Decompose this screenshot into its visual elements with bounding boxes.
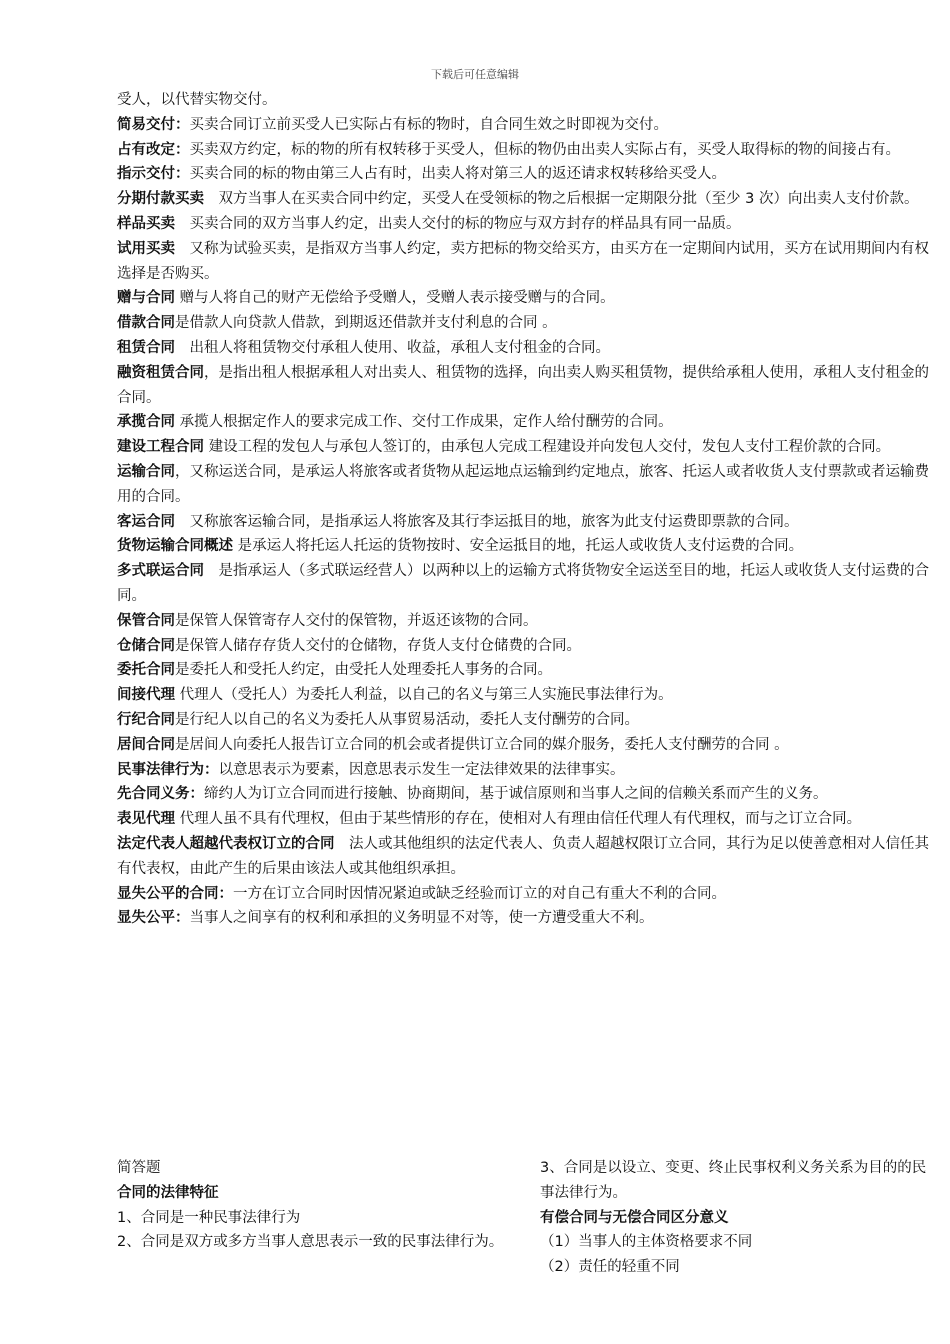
- definition-text: 以意思表示为要素，因意思表示发生一定法律效果的法律事实。: [218, 761, 625, 778]
- definition-entry: [117, 187, 932, 212]
- definition-term: 表见代理: [117, 811, 175, 828]
- definition-term: 借款合同: [117, 315, 175, 332]
- definition-entry: [117, 88, 932, 113]
- section-title: 简答题: [117, 1160, 161, 1176]
- definition-term: 简易交付：: [117, 116, 190, 133]
- definition-text: 双方当事人在买卖合同中约定，买受人在受领标的物之后根据一定期限分批（至少 3 次）向出卖人支付价款。: [204, 191, 919, 208]
- definition-text: 当事人之间享有的权利和承担的义务明显不对等，使一方遭受重大不利。: [189, 910, 654, 927]
- page-header: 下载后可任意编辑: [431, 68, 519, 81]
- definition-term: 试用买卖: [117, 240, 175, 257]
- definition-term: 先合同义务：: [117, 786, 204, 803]
- definition-term: 承揽合同: [117, 414, 175, 431]
- definition-term: 占有改定：: [117, 141, 190, 158]
- definition-entry: [117, 733, 932, 758]
- definition-term: 显失公平的合同：: [117, 885, 233, 902]
- definition-entry: [117, 658, 932, 683]
- question-heading: 有偿合同与无偿合同区分意义: [540, 1209, 729, 1226]
- definition-entry: [117, 758, 932, 783]
- definition-term: 运输合同: [117, 463, 175, 480]
- definition-term: 赠与合同: [117, 290, 175, 307]
- definition-entry: [117, 361, 932, 411]
- definition-entry: [117, 410, 932, 435]
- definition-text: 缔约人为订立合同而进行接触、协商期间，基于诚信原则和当事人之间的信赖关系而产生的义务。: [204, 786, 828, 803]
- definition-term: 保管合同: [117, 612, 175, 629]
- definition-term: 法定代表人超越代表权订立的合同: [117, 835, 335, 852]
- definition-term: 显失公平：: [117, 910, 190, 927]
- definition-entry: [117, 311, 932, 336]
- definition-text: 又称为试验买卖，是指双方当事人约定，卖方把标的物交给买方，由买方在一定期间内试用，买方在试用期间内有权选择是否购买。: [117, 240, 929, 282]
- definition-text: 代理人（受托人）为委托人利益，以自己的名义与第三人实施民事法律行为。: [175, 687, 673, 704]
- definition-entry: [117, 286, 932, 311]
- short-answer-right-column: [540, 1156, 932, 1280]
- question-heading: 合同的法律特征: [117, 1184, 219, 1201]
- definition-text: 买卖合同的双方当事人约定，出卖人交付的标的物应与双方封存的样品具有同一品质。: [175, 215, 741, 232]
- answer-item: 2、合同是双方或多方当事人意思表示一致的民事法律行为。: [117, 1234, 504, 1251]
- definition-text: ，又称运送合同，是承运人将旅客或者货物从起运地点运输到约定地点，旅客、托运人或者收货人支付票款或者运输费用的合同。: [117, 463, 929, 505]
- definition-entry: [117, 113, 932, 138]
- definition-entry: [117, 782, 932, 807]
- definition-term: 货物运输合同概述: [117, 538, 233, 555]
- definition-text: 法人或其他组织的法定代表人、负责人超越权限订立合同，其行为足以使善意相对人信任其有代表权，由此产生的后果由该法人或其他组织承担。: [117, 835, 929, 877]
- definition-term: 委托合同: [117, 662, 175, 679]
- definition-text: 买卖合同订立前买受人已实际占有标的物时，自合同生效之时即视为交付。: [189, 116, 668, 133]
- definition-entry: [117, 708, 932, 733]
- definition-entry: [117, 559, 932, 609]
- definition-text: 建设工程的发包人与承包人签订的，由承包人完成工程建设并向发包人交付，发包人支付工程价款的合同。: [204, 439, 891, 456]
- definition-text: 买卖合同的标的物由第三人占有时，出卖人将对第三人的返还请求权转移给买受人。: [189, 166, 726, 183]
- definition-text: 承揽人根据定作人的要求完成工作、交付工作成果，定作人给付酬劳的合同。: [175, 414, 673, 431]
- definition-entry: [117, 807, 932, 832]
- definition-term: 建设工程合同: [117, 439, 204, 456]
- definition-text: 受人，以代替实物交付。: [117, 92, 277, 108]
- definition-entry: [117, 534, 932, 559]
- definition-text: 是借款人向贷款人借款，到期返还借款并支付利息的合同 。: [175, 315, 557, 332]
- definition-entry: [117, 609, 932, 634]
- definitions-list: [117, 88, 932, 931]
- definition-term: 居间合同: [117, 736, 175, 753]
- definition-text: 一方在订立合同时因情况紧迫或缺乏经验而订立的对自己有重大不利的合同。: [233, 885, 726, 902]
- definition-term: 多式联运合同: [117, 563, 204, 580]
- definition-text: 又称旅客运输合同，是指承运人将旅客及其行李运抵目的地，旅客为此支付运费即票款的合同。: [175, 513, 799, 530]
- definition-entry: [117, 336, 932, 361]
- definition-term: 样品买卖: [117, 215, 175, 232]
- definition-term: 融资租赁合同: [117, 364, 204, 381]
- answer-item: （1）当事人的主体资格要求不同: [540, 1234, 753, 1251]
- definition-term: 租赁合同: [117, 339, 175, 356]
- definition-text: 代理人虽不具有代理权，但由于某些情形的存在，使相对人有理由信任代理人有代理权，而与之订立合同。: [175, 811, 862, 828]
- definition-term: 分期付款买卖: [117, 191, 204, 208]
- definition-entry: [117, 832, 932, 882]
- definition-entry: [117, 906, 932, 931]
- definition-term: 民事法律行为：: [117, 761, 219, 778]
- definition-term: 客运合同: [117, 513, 175, 530]
- definition-term: 行纪合同: [117, 711, 175, 728]
- definition-entry: [117, 510, 932, 535]
- answer-item: （2）责任的轻重不同: [540, 1259, 680, 1276]
- definition-text: 出租人将租赁物交付承租人使用、收益，承租人支付租金的合同。: [175, 339, 610, 356]
- definition-entry: [117, 435, 932, 460]
- definition-text: ，是指出租人根据承租人对出卖人、租赁物的选择，向出卖人购买租赁物，提供给承租人使用，承租人支付租金的合同。: [117, 364, 929, 406]
- definition-entry: [117, 237, 932, 287]
- answer-item: 1、合同是一种民事法律行为: [117, 1209, 301, 1226]
- definition-entry: [117, 162, 932, 187]
- definition-entry: [117, 138, 932, 163]
- definition-entry: [117, 683, 932, 708]
- definition-term: 仓储合同: [117, 637, 175, 654]
- definition-text: 赠与人将自己的财产无偿给予受赠人，受赠人表示接受赠与的合同。: [175, 290, 615, 307]
- definition-text: 是居间人向委托人报告订立合同的机会或者提供订立合同的媒介服务，委托人支付酬劳的合同 。: [175, 736, 789, 753]
- definition-entry: [117, 634, 932, 659]
- definition-text: 是保管人储存存货人交付的仓储物，存货人支付仓储费的合同。: [175, 637, 581, 654]
- definition-text: 是指承运人（多式联运经营人）以两种以上的运输方式将货物安全运送至目的地，托运人或收货人支付运费的合同。: [117, 563, 929, 604]
- definition-text: 是承运人将托运人托运的货物按时、安全运抵目的地，托运人或收货人支付运费的合同。: [233, 538, 804, 555]
- definition-text: 是行纪人以自己的名义为委托人从事贸易活动，委托人支付酬劳的合同。: [175, 711, 639, 728]
- definition-term: 指示交付：: [117, 166, 190, 183]
- definition-text: 是委托人和受托人约定，由受托人处理委托人事务的合同。: [175, 662, 552, 679]
- definition-entry: [117, 882, 932, 907]
- definition-text: 买卖双方约定，标的物的所有权转移于买受人，但标的物仍由出卖人实际占有，买受人取得标的物的间接占有。: [189, 141, 900, 158]
- definition-entry: [117, 212, 932, 237]
- definition-text: 是保管人保管寄存人交付的保管物，并返还该物的合同。: [175, 612, 538, 629]
- short-answer-left-column: [117, 1156, 517, 1255]
- answer-item: 3、合同是以设立、变更、终止民事权利义务关系为目的的民事法律行为。: [540, 1160, 927, 1201]
- definition-entry: [117, 460, 932, 510]
- definition-term: 间接代理: [117, 687, 175, 704]
